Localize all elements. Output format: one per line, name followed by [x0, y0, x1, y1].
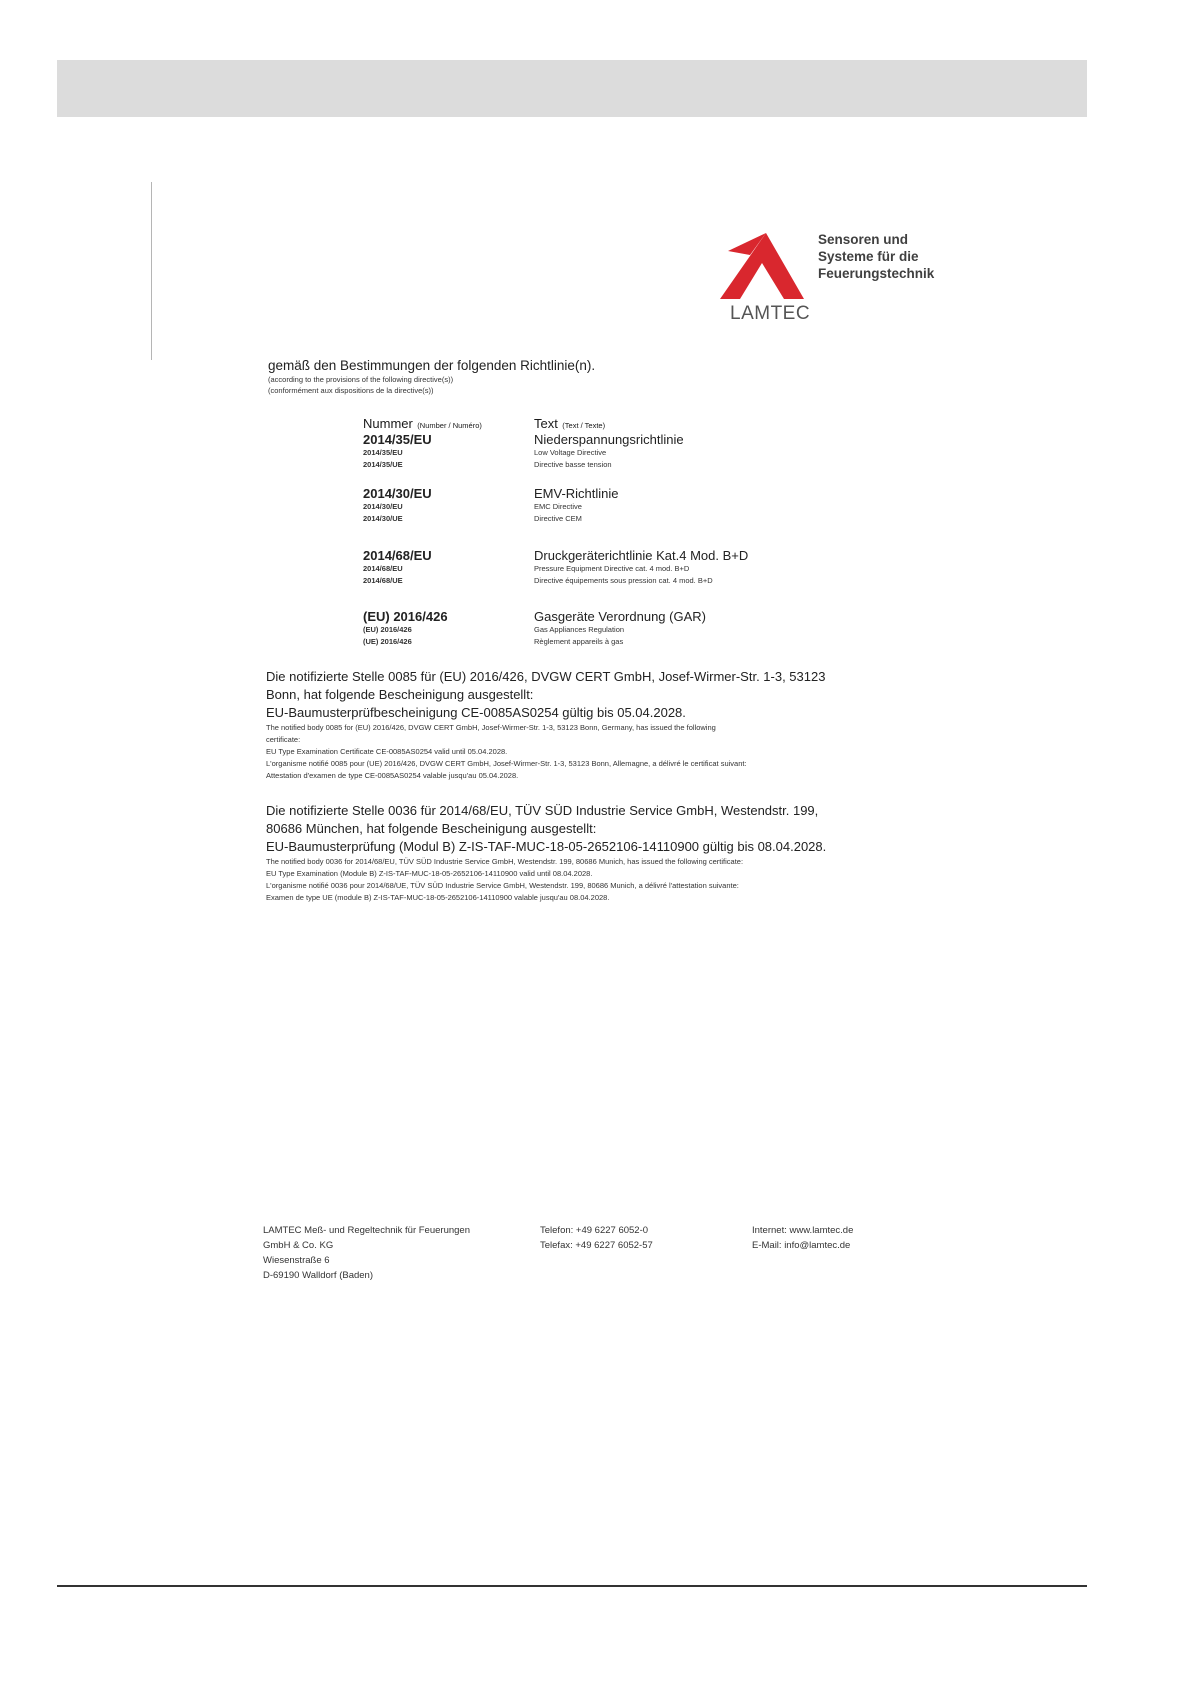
table-row — [363, 432, 513, 471]
header-number-sub: (Number / Numéro) — [417, 421, 482, 430]
notice-fr-line: Examen de type UE (module B) Z-IS-TAF-MUC-18-05-2652106-14110900 valable jusqu'au 08.04.2028. — [266, 893, 610, 902]
margin-rule — [151, 182, 152, 360]
intro-en: (according to the provisions of the following directive(s)) — [268, 375, 454, 384]
notice-en-line: EU Type Examination Certificate CE-0085AS0254 valid until 05.04.2028. — [266, 747, 508, 756]
directive-text: Niederspannungsrichtlinie — [534, 432, 684, 447]
notice-de-line: EU-Baumusterprüfbescheinigung CE-0085AS0254 gültig bis 05.04.2028. — [266, 705, 686, 720]
notice-de-line: Die notifizierte Stelle 0036 für 2014/68/EU, TÜV SÜD Industrie Service GmbH, Westendstr. 199, — [266, 803, 819, 818]
directive-text: EMV-Richtlinie — [534, 486, 619, 501]
logo-tagline — [818, 231, 934, 282]
footer-line: Telefax: +49 6227 6052-57 — [540, 1240, 653, 1251]
directive-code: (EU) 2016/426 — [363, 609, 448, 624]
directive-code-fr: 2014/68/UE — [363, 576, 403, 585]
header-number-label: Nummer — [363, 416, 413, 431]
directive-text-en: Low Voltage Directive — [534, 448, 607, 457]
notice-en-line: EU Type Examination (Module B) Z-IS-TAF-MUC-18-05-2652106-14110900 valid until 08.04.2028. — [266, 869, 593, 878]
intro-fr: (conformément aux dispositions de la directive(s)) — [268, 386, 434, 395]
footer-line: Wiesenstraße 6 — [263, 1255, 330, 1266]
table-row — [363, 548, 513, 587]
intro-block — [268, 358, 595, 395]
table-row-text — [534, 486, 794, 525]
logo-tagline-line: Systeme für die — [818, 249, 919, 264]
notice-en-line: The notified body 0036 for 2014/68/EU, TÜV SÜD Industrie Service GmbH, Westendstr. 199, 80686 Munich, has issued the following certificate: — [266, 857, 744, 866]
footer-phone — [540, 1223, 653, 1253]
notice-en-line: certificate: — [266, 735, 301, 744]
footer-company — [263, 1223, 470, 1283]
directive-text-fr: Règlement appareils à gas — [534, 637, 624, 646]
table-row-text — [534, 432, 794, 471]
logo-name: LAMTEC — [730, 303, 811, 324]
notice-de-line: EU-Baumusterprüfung (Modul B) Z-IS-TAF-MUC-18-05-2652106-14110900 gültig bis 08.04.2028. — [266, 839, 827, 854]
lamtec-logo — [720, 225, 980, 325]
directive-text-en: Gas Appliances Regulation — [534, 625, 625, 634]
header-band — [57, 60, 1087, 117]
directive-text: Gasgeräte Verordnung (GAR) — [534, 609, 706, 624]
directive-code-en: (EU) 2016/426 — [363, 625, 412, 634]
table-row — [363, 609, 513, 648]
footer-line: Telefon: +49 6227 6052-0 — [540, 1225, 649, 1236]
directive-text: Druckgeräterichtlinie Kat.4 Mod. B+D — [534, 548, 749, 563]
table-row — [363, 486, 513, 525]
directive-code-fr: 2014/35/UE — [363, 460, 403, 469]
directive-code-en: 2014/68/EU — [363, 564, 403, 573]
notice-de-line: Die notifizierte Stelle 0085 für (EU) 2016/426, DVGW CERT GmbH, Josef-Wirmer-Str. 1-3, 53123 — [266, 669, 826, 684]
table-row-text — [534, 609, 794, 648]
footer-rule — [57, 1585, 1087, 1587]
header-text-sub: (Text / Texte) — [562, 421, 606, 430]
notified-body-0085 — [266, 668, 878, 782]
footer-line: LAMTEC Meß- und Regeltechnik für Feuerungen — [263, 1225, 470, 1236]
lamtec-logo-mark — [720, 233, 810, 303]
directive-code-en: 2014/35/EU — [363, 448, 403, 457]
directive-text-fr: Directive équipements sous pression cat. 4 mod. B+D — [534, 576, 713, 585]
directive-code-fr: 2014/30/UE — [363, 514, 403, 523]
logo-tagline-line: Sensoren und — [818, 232, 909, 247]
directive-text-fr: Directive basse tension — [534, 460, 612, 469]
notice-de-line: 80686 München, hat folgende Bescheinigung ausgestellt: — [266, 821, 597, 836]
directive-code-fr: (UE) 2016/426 — [363, 637, 412, 646]
table-row-text — [534, 548, 794, 587]
notice-en-line: The notified body 0085 for (EU) 2016/426, DVGW CERT GmbH, Josef-Wirmer-Str. 1-3, 53123 Bonn, Germany, has issued the following — [266, 723, 716, 732]
directive-code: 2014/68/EU — [363, 548, 432, 563]
notice-fr-line: L'organisme notifié 0036 pour 2014/68/UE, TÜV SÜD Industrie Service GmbH, Westendstr. 199, 80686 Munich, a délivré l'attestation suivante: — [266, 881, 739, 890]
table-header-number — [363, 415, 513, 433]
directive-code: 2014/30/EU — [363, 486, 432, 501]
directive-code-en: 2014/30/EU — [363, 502, 403, 511]
notice-de-line: Bonn, hat folgende Bescheinigung ausgestellt: — [266, 687, 534, 702]
footer-line: Internet: www.lamtec.de — [752, 1225, 854, 1236]
footer-line: D-69190 Walldorf (Baden) — [263, 1270, 374, 1281]
notice-fr-line: Attestation d'examen de type CE-0085AS0254 valable jusqu'au 05.04.2028. — [266, 771, 519, 780]
intro-main: gemäß den Bestimmungen der folgenden Richtlinie(n). — [268, 358, 596, 373]
notice-fr-line: L'organisme notifié 0085 pour (UE) 2016/426, DVGW CERT GmbH, Josef-Wirmer-Str. 1-3, 53123 Bonn, Allemagne, a délivré le certificat suivant: — [266, 759, 747, 768]
header-text-label: Text — [534, 416, 558, 431]
directive-text-fr: Directive CEM — [534, 514, 582, 523]
footer-line: GmbH & Co. KG — [263, 1240, 334, 1251]
footer-line: E-Mail: info@lamtec.de — [752, 1240, 851, 1251]
directive-text-en: EMC Directive — [534, 502, 582, 511]
directive-code: 2014/35/EU — [363, 432, 432, 447]
logo-tagline-line: Feuerungstechnik — [818, 266, 935, 281]
directive-text-en: Pressure Equipment Directive cat. 4 mod. B+D — [534, 564, 690, 573]
notified-body-0036 — [266, 802, 878, 904]
table-header-text — [534, 415, 794, 433]
footer-web — [752, 1223, 853, 1253]
